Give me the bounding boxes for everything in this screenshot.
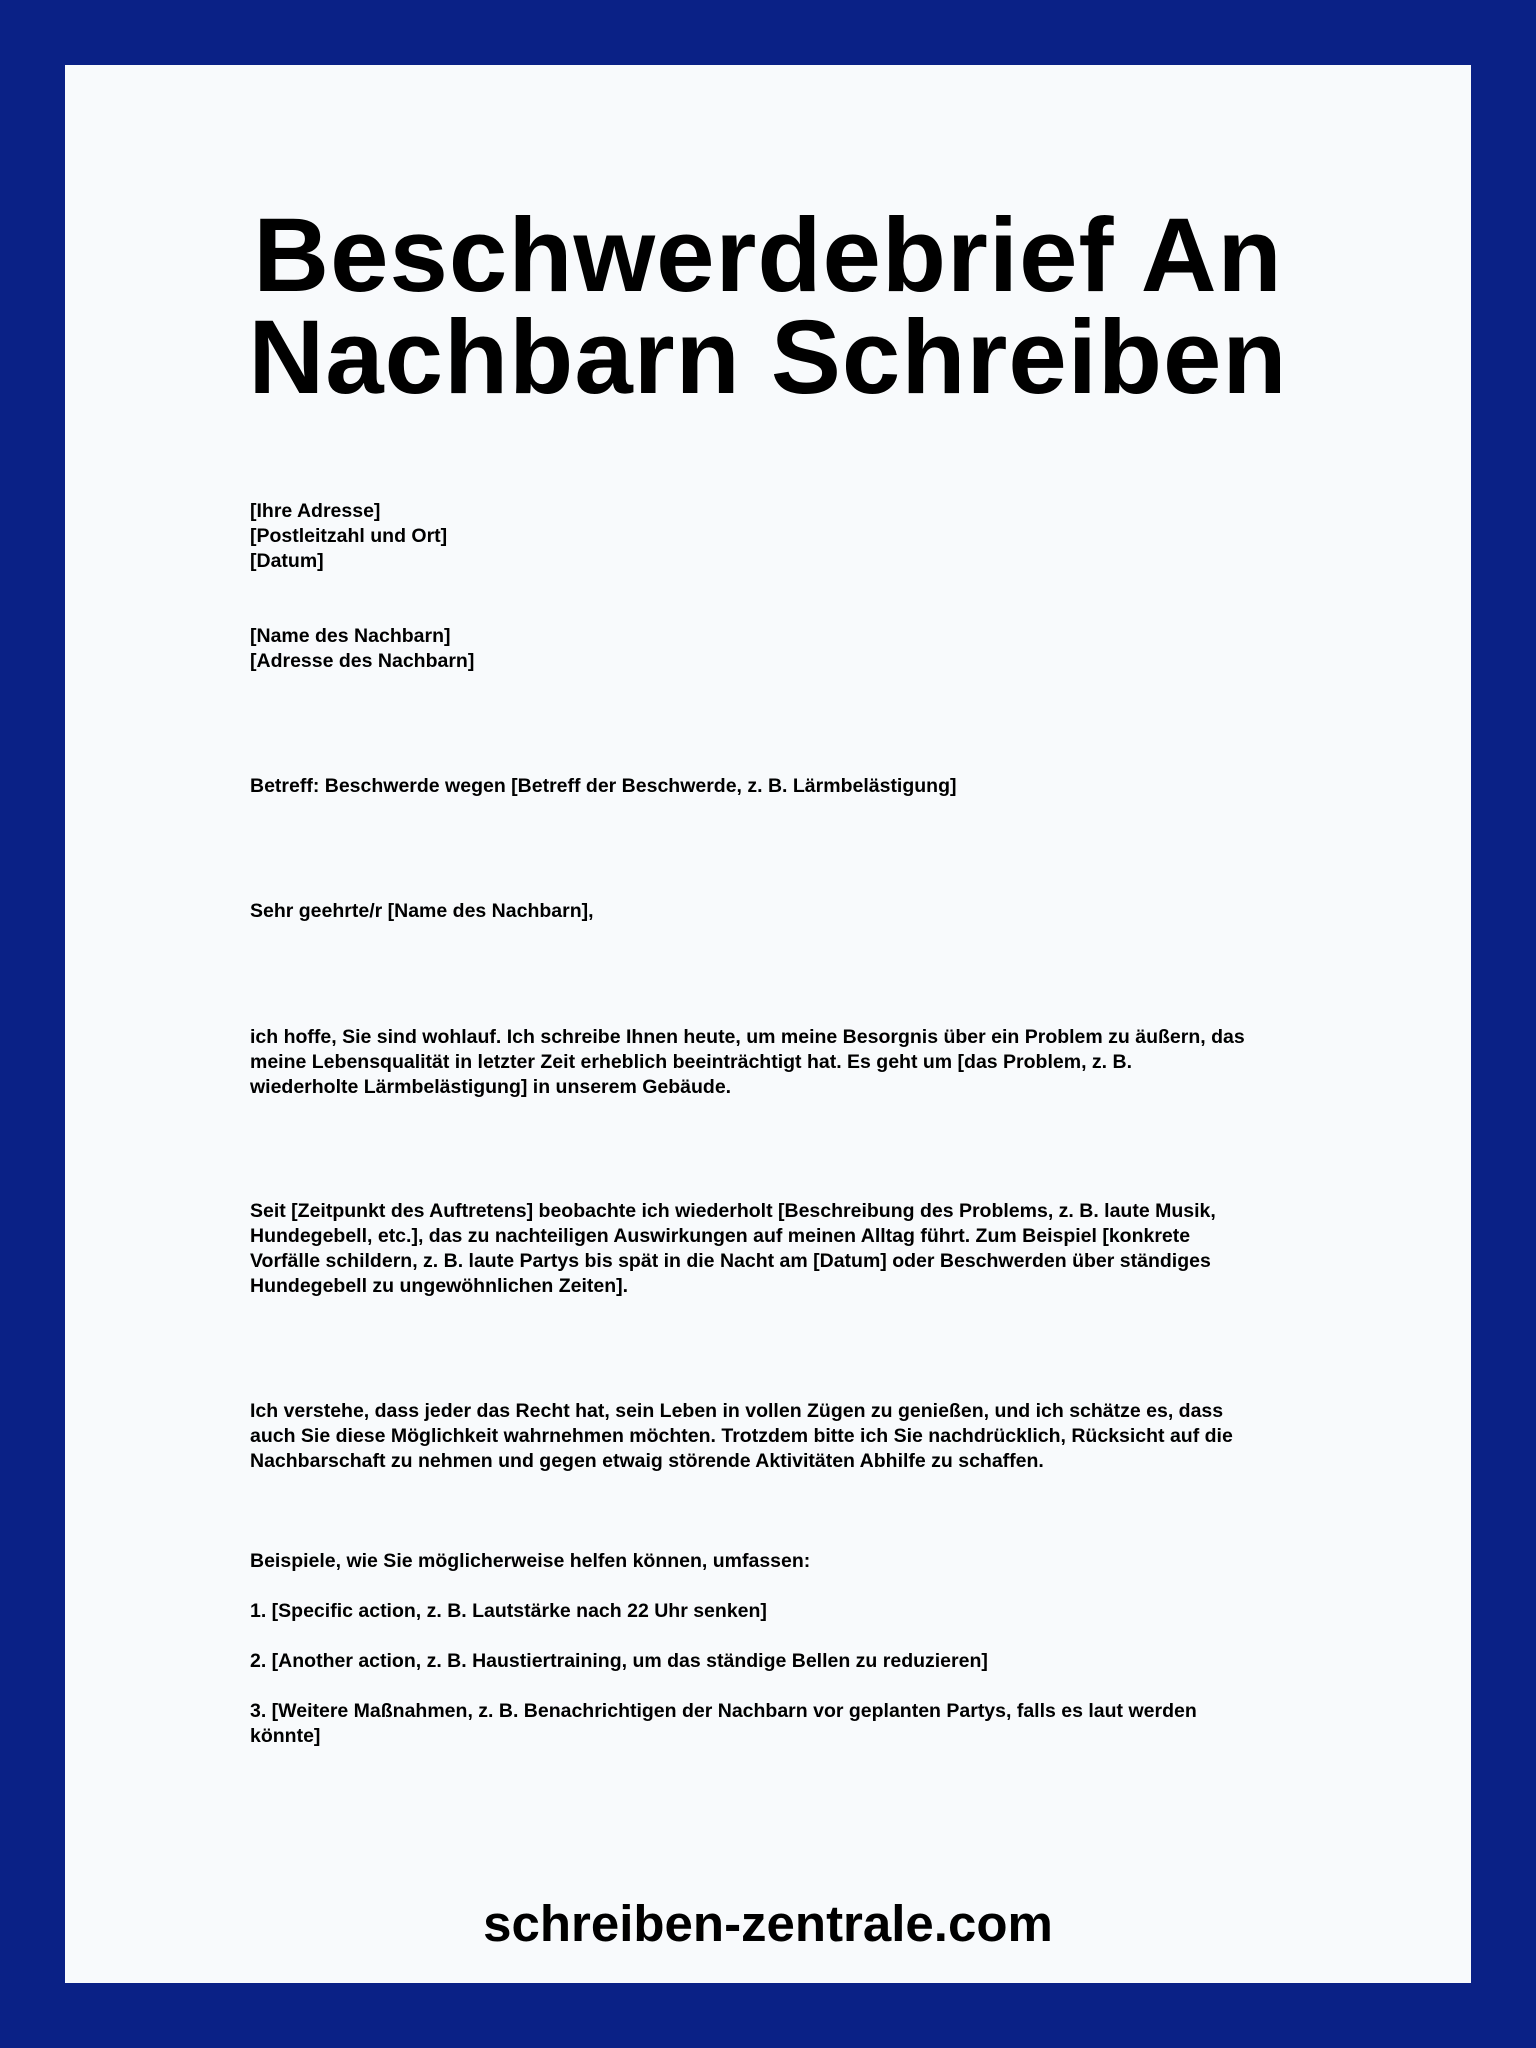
examples-intro (250, 1549, 1350, 1574)
example-line: könnte] (250, 1725, 321, 1747)
paragraph-line: meine Lebensqualität in letzter Zeit erheblich beeinträchtigt hat. Es geht um [das Problem, z. B. (250, 1051, 1132, 1073)
title-line: Beschwerdebrief An (253, 197, 1283, 314)
document-title (65, 197, 1471, 416)
paragraph-line: ich hoffe, Sie sind wohlauf. Ich schreibe Ihnen heute, um meine Besorgnis über ein Problem zu äußern, das (250, 1026, 1245, 1048)
subject-line (250, 774, 1350, 799)
paragraph-line: Ich verstehe, dass jeder das Recht hat, sein Leben in vollen Zügen zu genießen, und ich schätze es, dass (250, 1400, 1224, 1422)
example-line: 3. [Weitere Maßnahmen, z. B. Benachrichtigen der Nachbarn vor geplanten Partys, falls es laut werden (250, 1700, 1197, 1722)
recipient-address (250, 624, 1350, 674)
sender-date-line: [Datum] (250, 550, 324, 572)
sender-address-line: [Ihre Adresse] (250, 500, 381, 522)
sender-address (250, 499, 1350, 574)
example-item-3 (250, 1699, 1350, 1749)
example-line: 2. [Another action, z. B. Haustiertraining, um das ständige Bellen zu reduzieren] (250, 1650, 988, 1672)
paragraph-line: wiederholte Lärmbelästigung] in unserem Gebäude. (250, 1076, 732, 1098)
document-page (65, 65, 1471, 1983)
paragraph-line: Hundegebell zu ungewöhnlichen Zeiten]. (250, 1275, 629, 1297)
recipient-address-line: [Adresse des Nachbarn] (250, 650, 475, 672)
example-item-2 (250, 1649, 1350, 1674)
paragraph-line: Seit [Zeitpunkt des Auftretens] beobachte ich wiederholt [Beschreibung des Problems, z. B. laute Musik, (250, 1200, 1216, 1222)
paragraph-2 (250, 1199, 1350, 1299)
salutation (250, 899, 1350, 924)
paragraph-line: Vorfälle schildern, z. B. laute Partys bis spät in die Nacht am [Datum] oder Beschwerden über ständiges (250, 1250, 1211, 1272)
examples-intro-text: Beispiele, wie Sie möglicherweise helfen können, umfassen: (250, 1550, 811, 1572)
salutation-text: Sehr geehrte/r [Name des Nachbarn], (250, 900, 594, 922)
example-line: 1. [Specific action, z. B. Lautstärke nach 22 Uhr senken] (250, 1600, 767, 1622)
title-line: Nachbarn Schreiben (248, 299, 1288, 416)
recipient-name-line: [Name des Nachbarn] (250, 625, 451, 647)
paragraph-3 (250, 1399, 1350, 1474)
footer-website: schreiben-zentrale.com (483, 1895, 1053, 1952)
paragraph-1 (250, 1025, 1350, 1100)
paragraph-line: auch Sie diese Möglichkeit wahrnehmen möchten. Trotzdem bitte ich Sie nachdrücklich, Rücksicht auf die (250, 1425, 1233, 1447)
paragraph-line: Nachbarschaft zu nehmen und gegen etwaig störende Aktivitäten Abhilfe zu schaffen. (250, 1450, 1044, 1472)
sender-postal-line: [Postleitzahl und Ort] (250, 525, 448, 547)
subject-text: Betreff: Beschwerde wegen [Betreff der Beschwerde, z. B. Lärmbelästigung] (250, 775, 957, 797)
example-item-1 (250, 1599, 1350, 1624)
paragraph-line: Hundegebell, etc.], das zu nachteiligen Auswirkungen auf meinen Alltag führt. Zum Beispiel [konkrete (250, 1225, 1191, 1247)
